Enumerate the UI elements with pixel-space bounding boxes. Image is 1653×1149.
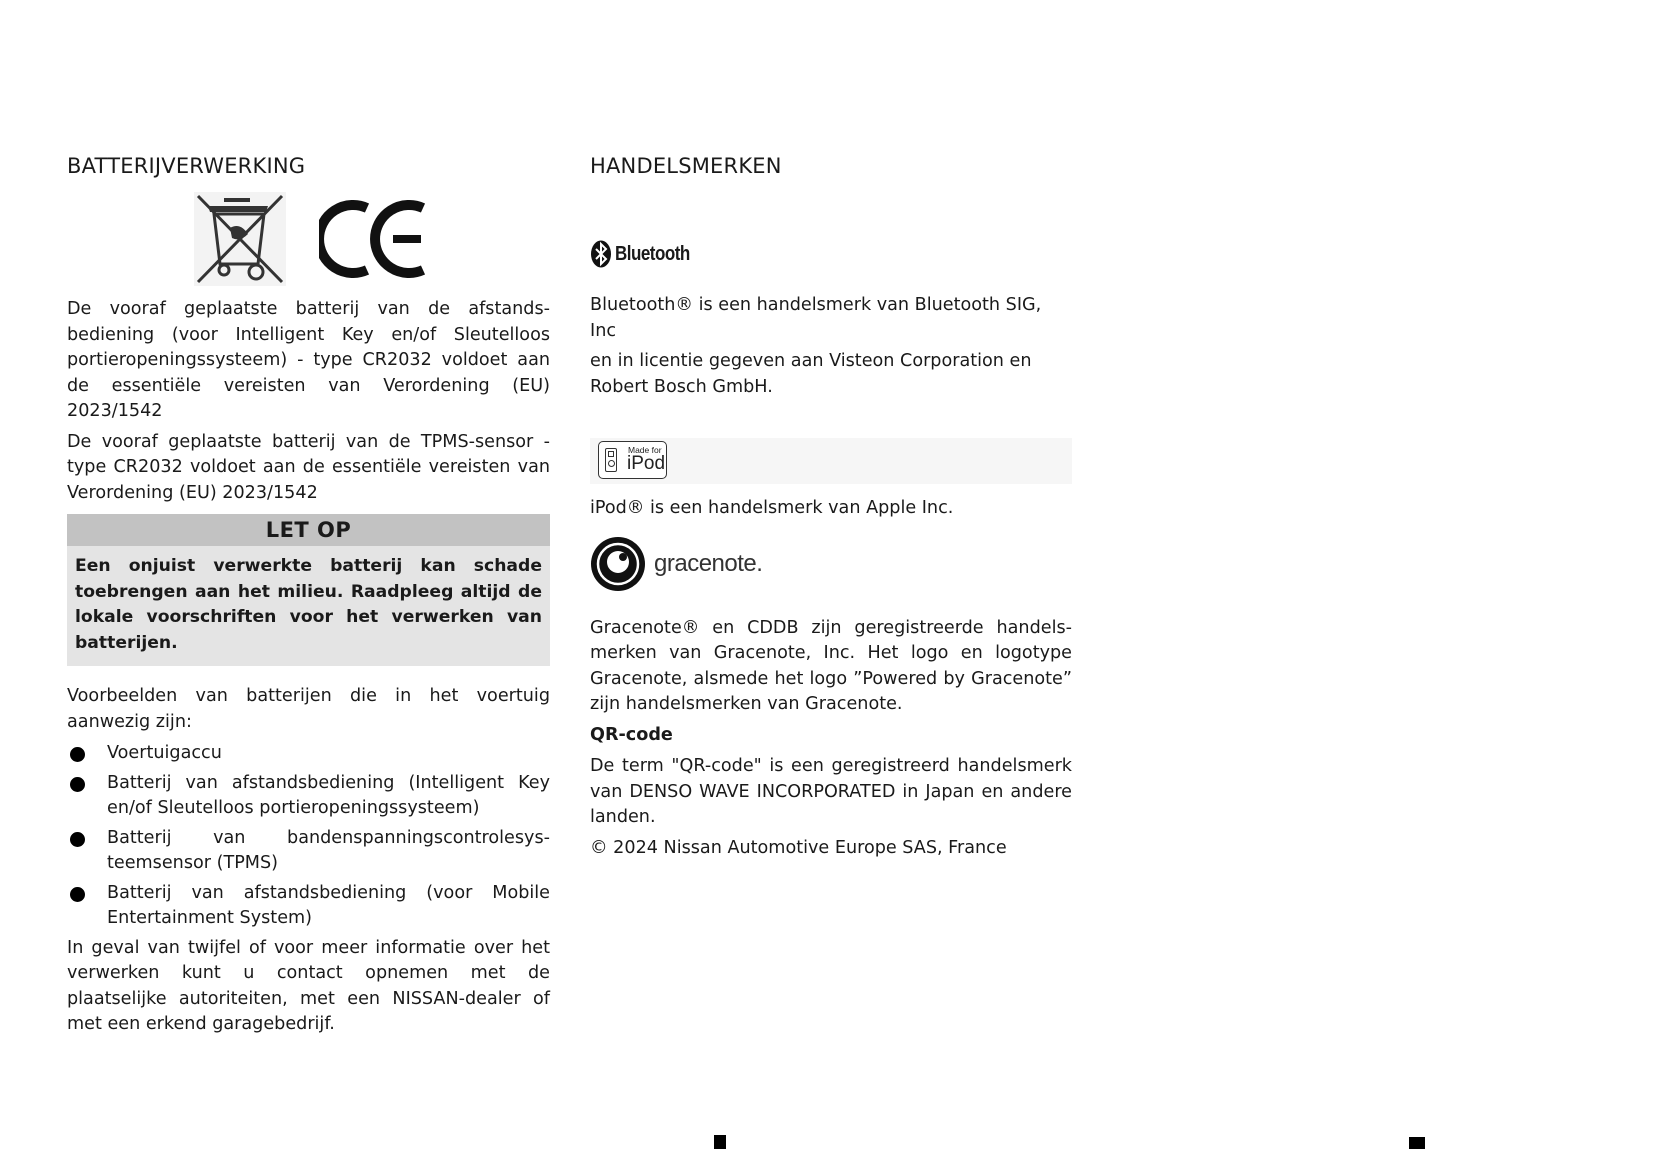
caution-title: LET OP (67, 514, 550, 546)
list-item-text: Batterij van afstandsbediening (voor Mobile Entertainment System) (107, 882, 550, 928)
tpms-battery-compliance-text: De vooraf geplaatste batterij van de TPMS-sensor - type CR2032 voldoet aan de essentiële vereisten van Verordening (EU) 2023/1542 (67, 431, 550, 503)
bluetooth-logo (590, 239, 1072, 269)
ce-mark-icon (319, 200, 429, 278)
battery-disposal-heading: BATTERIJVERWERKING (67, 154, 306, 178)
closing-text: In geval van twijfel of voor meer informatie over het verwerken kunt u contact opnemen met de plaatselijke autoriteiten, met een NISSAN-dealer of met een erkend garagebedrijf. (67, 937, 550, 1034)
qr-code-trademark-text: De term "QR-code" is een geregistreerd handelsmerk van DENSO WAVE INCORPORATED in Japan en andere landen. (590, 756, 1072, 827)
copyright-text: © 2024 Nissan Automotive Europe SAS, France (590, 837, 1007, 858)
list-item-text: Batterij van afstandsbediening (Intelligent Key en/of Sleutelloos portieropeningssysteem) (107, 772, 550, 818)
disposal-logos (67, 192, 550, 289)
page-edge-marker-left (714, 1135, 726, 1149)
caution-box (67, 514, 550, 666)
ipod-device-icon (605, 448, 617, 472)
list-item-text: Voertuigaccu (107, 743, 222, 763)
list-item (67, 741, 550, 767)
made-for-ipod-badge (598, 441, 667, 479)
made-for-label: Made for (628, 445, 662, 455)
battery-examples-list (67, 741, 550, 932)
ipod-label: iPod (627, 453, 666, 474)
remote-battery-compliance-text: De vooraf geplaatste batterij van de afstandsbediening (voor Intelligent Key en/of Sleutelloos portieropeningssysteem) - type CR2032 voldoet aan de essentiële vereisten van Verordening (EU) 2023/1542 (67, 299, 550, 421)
bullet-icon (70, 832, 85, 847)
gracenote-icon (590, 536, 646, 592)
bullet-icon (70, 777, 85, 792)
bluetooth-trademark-text: Bluetooth® is een handelsmerk van Bluetooth SIG, Inc (590, 295, 1042, 341)
trademarks-heading: HANDELSMERKEN (590, 154, 782, 178)
gracenote-logo (590, 536, 1072, 592)
page-edge-marker-right (1409, 1137, 1425, 1149)
qr-code-heading: QR-code (590, 724, 673, 745)
list-item-text: Batterij van bandenspanningscontrolesysteemsensor (TPMS) (107, 827, 550, 873)
list-item (67, 771, 550, 822)
bluetooth-license-text: en in licentie gegeven aan Visteon Corporation en Robert Bosch GmbH. (590, 351, 1032, 397)
bullet-icon (70, 747, 85, 762)
bluetooth-icon (590, 240, 612, 268)
examples-intro: Voorbeelden van batterijen die in het voertuig aanwezig zijn: (67, 686, 550, 732)
trademarks-section (590, 150, 1072, 866)
bluetooth-wordmark: Bluetooth (615, 242, 690, 265)
bullet-icon (70, 887, 85, 902)
gracenote-trademark-text: Gracenote® en CDDB zijn geregistreerde handelsmerken van Gracenote, Inc. Het logo en logotype Gracenote, alsmede het logo ”Powered by Gracenote” zijn handelsmerken van Gracenote. (590, 617, 1072, 714)
caution-text: Een onjuist verwerkte batterij kan schade toebrengen aan het milieu. Raadpleeg altijd de lokale voorschriften voor het verwerken van batterijen. (75, 556, 542, 653)
crossed-out-wheelie-bin-icon (194, 192, 286, 286)
list-item (67, 826, 550, 877)
made-for-ipod-logo (590, 438, 1072, 484)
ipod-trademark-text: iPod® is een handelsmerk van Apple Inc. (590, 498, 954, 518)
list-item (67, 881, 550, 932)
battery-disposal-section (67, 150, 550, 1043)
gracenote-wordmark: gracenote. (654, 549, 763, 577)
